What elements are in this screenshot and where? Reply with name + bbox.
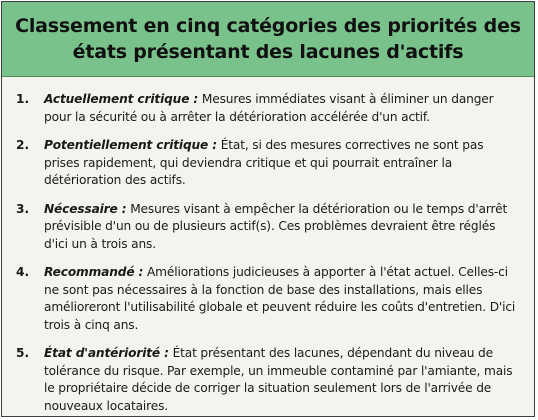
item-number: 2. — [16, 138, 30, 152]
list-item — [16, 137, 522, 190]
item-text — [44, 201, 522, 254]
item-description: Mesures visant à empêcher la détérioration ou le temps d'arrêt prévisible d'un ou de plusieurs actif(s). Ces problèmes devraient être réglés d'ici un à trois ans. — [44, 201, 508, 251]
item-text — [44, 91, 522, 126]
list-item — [16, 91, 522, 126]
item-term: Nécessaire : — [44, 201, 127, 216]
header-band — [2, 2, 534, 77]
item-term: Potentiellement critique : — [44, 138, 217, 152]
box-title: Classement en cinq catégories des priorités des états présentant des lacunes d'actifs — [15, 15, 521, 63]
item-text — [44, 137, 522, 190]
priority-classification-box — [1, 1, 535, 417]
item-description: Mesures immédiates visant à éliminer un danger pour la sécurité ou à arrêter la détérioration accélérée d'un actif. — [44, 92, 494, 124]
priority-list — [2, 77, 534, 415]
item-term: État d'antériorité : — [44, 346, 169, 360]
list-item — [16, 201, 522, 254]
item-text — [44, 345, 522, 415]
item-number: 5. — [16, 346, 30, 360]
item-term: Actuellement critique : — [44, 92, 199, 106]
list-item — [16, 345, 522, 415]
item-term: Recommandé : — [44, 265, 144, 279]
item-number: 1. — [16, 92, 30, 106]
item-description: État présentant des lacunes, dépendant du niveau de tolérance du risque. Par exemple, un immeuble contaminé par l'amiante, mais le propriétaire décide de corriger la situation seulement lors de l'arrivée de nouveaux locataires. — [44, 346, 513, 413]
item-description: Améliorations judicieuses à apporter à l'état actuel. Celles-ci ne sont pas nécessaires à la fonction de base des installations, mais elles amélioreront l'utilisabilité globale et peuvent réduire les coûts d'entretien. D'ici trois à cinq ans. — [44, 265, 516, 332]
item-number: 3. — [16, 201, 30, 216]
item-description: État, si des mesures correctives ne sont pas prises rapidement, qui deviendra critique et qui pourrait entraîner la détérioration des actifs. — [44, 138, 484, 187]
item-text — [44, 264, 522, 334]
item-number: 4. — [16, 265, 30, 279]
list-item — [16, 264, 522, 334]
